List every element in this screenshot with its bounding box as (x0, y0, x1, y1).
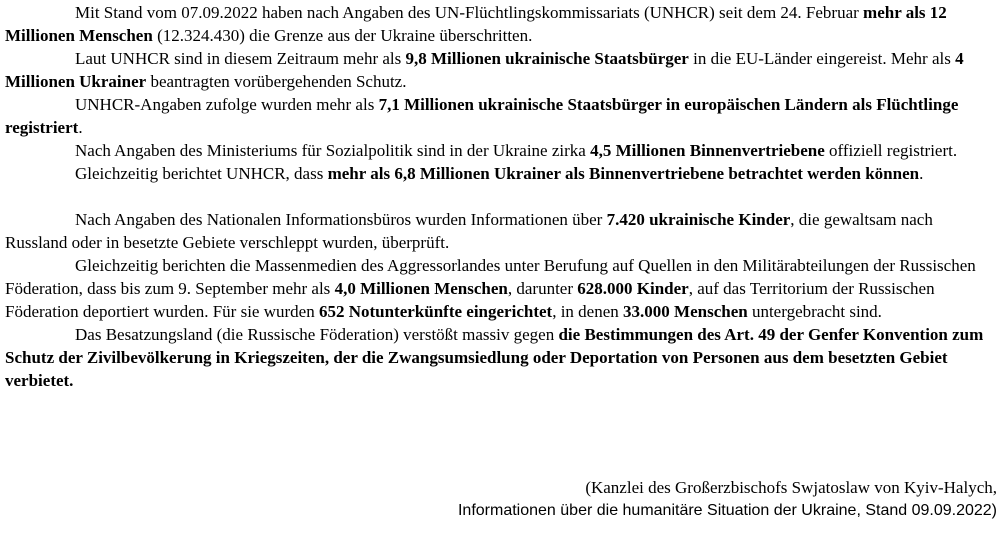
text-run: Gleichzeitig berichten die Massenmedien des Aggressorlandes unter Berufung auf Quellen in den Militärabteilungen der Russischen Föderation, dass bis zum 9. September mehr als (5, 256, 976, 298)
text-run: . (919, 164, 924, 183)
bold-text-run: 4 Millionen Ukrainer (5, 49, 964, 91)
bold-text-run: 9,8 Millionen ukrainische Staatsbürger (405, 49, 689, 68)
bold-text-run: 4,0 Millionen Menschen (334, 279, 508, 298)
text-run: , die gewaltsam nach Russland oder in besetzte Gebiete verschleppt wurden, überprüft. (5, 210, 933, 252)
paragraph (5, 323, 997, 392)
text-run: Das Besatzungsland (die Russische Föderation) verstößt massiv gegen (75, 325, 559, 344)
bold-text-run: 652 Notunterkünfte eingerichtet (318, 302, 553, 321)
text-run: untergebracht sind. (747, 302, 882, 321)
source-citation (458, 476, 997, 522)
text-run: beantragten vorübergehenden Schutz. (146, 72, 407, 91)
bold-text-run: mehr als 6,8 Millionen Ukrainer als Binnenvertriebene betrachtet werden können (327, 164, 920, 183)
paragraph (5, 1, 997, 47)
bold-text-run: 33.000 Menschen (623, 302, 748, 321)
paragraph (5, 162, 997, 185)
text-run: UNHCR-Angaben zufolge wurden mehr als (75, 95, 379, 114)
bold-text-run: 7.420 ukrainische Kinder (606, 210, 791, 229)
bold-text-run: 7,1 Millionen ukrainische Staatsbürger in europäischen Ländern als Flüchtlinge registriert (5, 95, 959, 137)
document-body (5, 1, 997, 392)
paragraph (5, 139, 997, 162)
paragraph (5, 47, 997, 93)
text-run: . (78, 118, 83, 137)
text-run: in die EU-Länder eingereist. Mehr als (688, 49, 956, 68)
citation-line-1: (Kanzlei des Großerzbischofs Swjatoslaw von Kyiv-Halych, (585, 478, 997, 497)
paragraph-spacer (5, 185, 997, 208)
text-run: offiziell registriert. (824, 141, 958, 160)
bold-text-run: 628.000 Kinder (577, 279, 689, 298)
bold-text-run: die Bestimmungen des Art. 49 der Genfer Konvention zum Schutz der Zivilbevölkerung in Kriegszeiten, der die Zwangsumsiedlung oder Deportation von Personen aus dem besetzten Gebiet verbietet. (5, 325, 984, 390)
text-run: Gleichzeitig berichtet UNHCR, dass (75, 164, 328, 183)
text-run: Laut UNHCR sind in diesem Zeitraum mehr als (75, 49, 406, 68)
text-run: Nach Angaben des Nationalen Informationsbüros wurden Informationen über (75, 210, 607, 229)
text-run: (12.324.430) die Grenze aus der Ukraine überschritten. (152, 26, 533, 45)
bold-text-run: 4,5 Millionen Binnenvertriebene (590, 141, 825, 160)
text-run: Mit Stand vom 07.09.2022 haben nach Angaben des UN-Flüchtlingskommissariats (UNHCR) seit dem 24. Februar (75, 3, 864, 22)
text-run: Nach Angaben des Ministeriums für Sozialpolitik sind in der Ukraine zirka (75, 141, 591, 160)
bold-text-run: mehr als 12 Millionen Menschen (5, 3, 947, 45)
paragraph (5, 208, 997, 254)
paragraph (5, 254, 997, 323)
text-run: , darunter (507, 279, 578, 298)
text-run: , auf das Territorium der Russischen Föderation deportiert wurden. Für sie wurden (5, 279, 935, 321)
citation-line-2: Informationen über die humanitäre Situation der Ukraine, Stand 09.09.2022) (457, 502, 997, 519)
text-run: , in denen (552, 302, 624, 321)
paragraph (5, 93, 997, 139)
